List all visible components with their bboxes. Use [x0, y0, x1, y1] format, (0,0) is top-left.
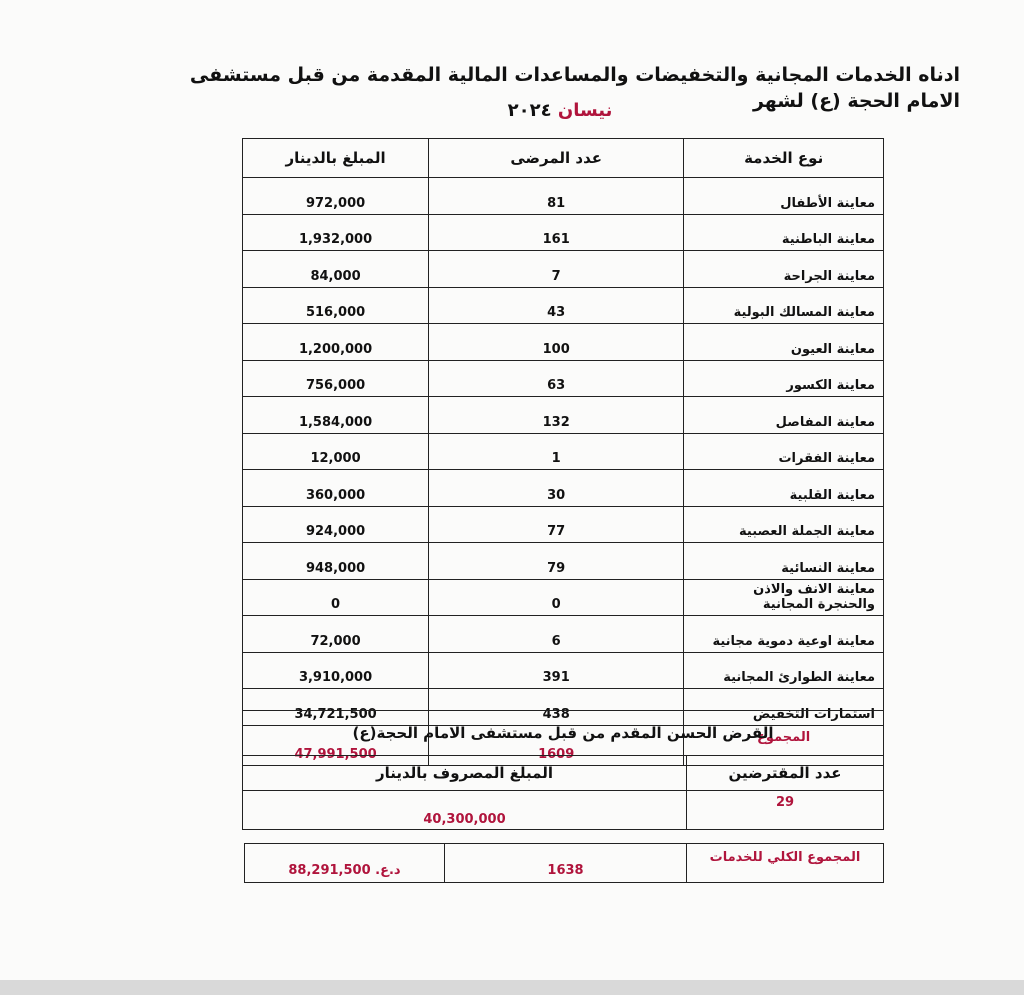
amount-cell: 972,000 [243, 178, 429, 215]
grand-total-amount: 88,291,500 [288, 863, 371, 878]
service-type-cell: معاينة المفاصل [684, 397, 884, 434]
patient-count-cell: 0 [429, 579, 684, 616]
services-table [242, 138, 884, 766]
sum-count: 1609 [429, 725, 684, 766]
amount-cell: 0 [243, 579, 429, 616]
patient-count-cell: 79 [429, 543, 684, 580]
document-title: ادناه الخدمات المجانية والتخفيضات والمساعدات المالية المقدمة من قبل مستشفى الامام الحجة (ع) لشهر [189, 64, 960, 112]
service-type-cell: معاينة المسالك البولية [684, 287, 884, 324]
table-row [243, 433, 884, 470]
grand-total-count: 1638 [445, 844, 687, 883]
service-type-cell: معاينة الجراحة [684, 251, 884, 288]
table-row [243, 506, 884, 543]
amount-cell: 516,000 [243, 287, 429, 324]
patient-count-cell: 438 [429, 689, 684, 726]
table-row [243, 652, 884, 689]
service-type-cell: استمارات التخفيض [684, 689, 884, 726]
table-row [243, 543, 884, 580]
amount-cell: 1,200,000 [243, 324, 429, 361]
loan-table [242, 710, 884, 830]
loan-header-amount: المبلغ المصروف بالدينار [243, 756, 687, 791]
sum-amount: 47,991,500 [243, 725, 429, 766]
service-type-cell: معاينة القلبية [684, 470, 884, 507]
period-month: نيسان [557, 100, 613, 121]
amount-cell: 12,000 [243, 433, 429, 470]
patient-count-cell: 1 [429, 433, 684, 470]
amount-cell: 72,000 [243, 616, 429, 653]
sum-label: المجموع [684, 725, 884, 766]
service-type-cell: معاينة الباطنية [684, 214, 884, 251]
table-row [243, 616, 884, 653]
patient-count-cell: 6 [429, 616, 684, 653]
header-service-type: نوع الخدمة [684, 139, 884, 178]
table-row [243, 287, 884, 324]
patient-count-cell: 77 [429, 506, 684, 543]
amount-cell: 84,000 [243, 251, 429, 288]
amount-cell: 948,000 [243, 543, 429, 580]
table-row [243, 178, 884, 215]
service-type-cell: معاينة الأطفال [684, 178, 884, 215]
service-type-cell: معاينة الكسور [684, 360, 884, 397]
patient-count-cell: 161 [429, 214, 684, 251]
loan-header-borrowers: عدد المقترضين [687, 756, 884, 791]
table-row [243, 360, 884, 397]
patient-count-cell: 7 [429, 251, 684, 288]
header-patient-count: عدد المرضى [429, 139, 684, 178]
grand-total-table [244, 843, 884, 883]
patient-count-cell: 132 [429, 397, 684, 434]
service-type-cell: معاينة النسائية [684, 543, 884, 580]
amount-cell: 34,721,500 [243, 689, 429, 726]
amount-cell: 1,584,000 [243, 397, 429, 434]
loan-title: القرض الحسن المقدم من قبل مستشفى الامام الحجة(ع) [243, 711, 884, 756]
amount-cell: 360,000 [243, 470, 429, 507]
table-row [243, 397, 884, 434]
period-year: ٢٠٢٤ [507, 100, 552, 121]
service-type-cell: معاينة العيون [684, 324, 884, 361]
table-row [243, 214, 884, 251]
patient-count-cell: 30 [429, 470, 684, 507]
document-period [460, 100, 660, 121]
patient-count-cell: 63 [429, 360, 684, 397]
scan-edge [0, 980, 1024, 995]
service-type-cell: معاينة الطوارئ المجانية [684, 652, 884, 689]
grand-total-currency: د.ع. [375, 863, 401, 878]
service-type-cell: معاينة الانف والاذن والحنجرة المجانية [684, 579, 884, 616]
table-row [243, 251, 884, 288]
amount-cell: 756,000 [243, 360, 429, 397]
patient-count-cell: 43 [429, 287, 684, 324]
grand-total-label: المجموع الكلي للخدمات [687, 844, 884, 883]
patient-count-cell: 81 [429, 178, 684, 215]
service-type-cell: معاينة الجملة العصبية [684, 506, 884, 543]
loan-amount: 40,300,000 [243, 791, 687, 830]
table-row [243, 470, 884, 507]
service-type-cell: معاينة اوعية دموية مجانية [684, 616, 884, 653]
service-type-cell: معاينة الفقرات [684, 433, 884, 470]
amount-cell: 1,932,000 [243, 214, 429, 251]
table-row [243, 579, 884, 616]
services-table-header [243, 139, 884, 178]
amount-cell: 3,910,000 [243, 652, 429, 689]
header-amount: المبلغ بالدينار [243, 139, 429, 178]
patient-count-cell: 391 [429, 652, 684, 689]
table-row [243, 324, 884, 361]
grand-total-amount-cell [245, 844, 445, 883]
loan-borrowers: 29 [687, 791, 884, 830]
patient-count-cell: 100 [429, 324, 684, 361]
amount-cell: 924,000 [243, 506, 429, 543]
